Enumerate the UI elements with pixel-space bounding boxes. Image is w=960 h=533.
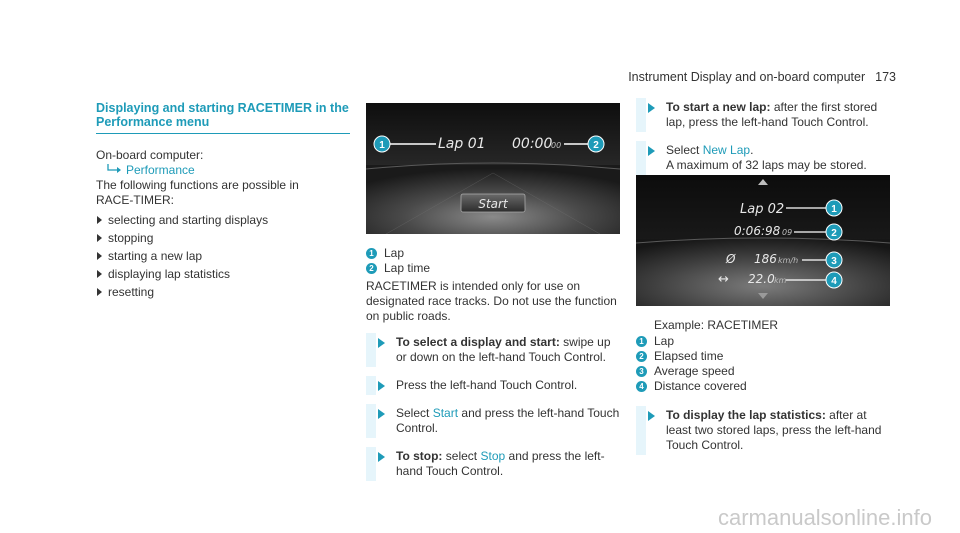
distance-icon: ↔ <box>718 272 729 287</box>
callout-badge: 3 <box>636 366 647 377</box>
step-arrow-icon <box>378 452 385 462</box>
caption-elapsed-time: 2 Elapsed time <box>636 349 892 364</box>
step-select-display: To select a display and start: swipe up or down on the left-hand Touch Control. <box>366 333 622 367</box>
caption-lap-time: 2 Lap time <box>366 261 622 276</box>
racetimer-display-image <box>366 103 620 234</box>
content-column-2 <box>366 246 622 481</box>
svg-text:2: 2 <box>831 228 837 239</box>
step-arrow-icon <box>648 146 655 156</box>
list-item: selecting and starting displays <box>96 211 350 229</box>
caption-distance-covered: 4 Distance covered <box>636 379 892 394</box>
caption-lap: 1 Lap <box>636 334 892 349</box>
header-title: Instrument Display and on-board computer <box>628 70 866 84</box>
step-arrow-icon <box>648 103 655 113</box>
functions-list <box>96 211 350 301</box>
callout-1 <box>826 200 842 216</box>
average-speed-value: 186 <box>754 252 777 266</box>
callout-badge: 2 <box>636 351 647 362</box>
watermark: carmanualsonline.info <box>717 505 932 530</box>
step-arrow-icon <box>378 381 385 391</box>
section-rule <box>96 133 350 134</box>
caption-average-speed: 3 Average speed <box>636 364 892 379</box>
lap-label: Lap 01 <box>438 136 486 152</box>
lap-statistics-drawing <box>636 175 890 306</box>
step-press: Press the left-hand Touch Control. <box>366 376 622 395</box>
svg-text:2: 2 <box>593 140 599 151</box>
page-number: 173 <box>875 70 896 84</box>
step-arrow-icon <box>648 411 655 421</box>
svg-text:1: 1 <box>379 140 385 151</box>
step-new-lap: To start a new lap: after the first stored lap, press the left-hand Touch Control. <box>636 98 892 132</box>
step-select-start: Select Start and press the left-hand Touch Control. <box>366 404 622 438</box>
average-speed-icon: Ø <box>726 252 736 266</box>
callout-badge: 2 <box>366 263 377 274</box>
menu-path <box>96 163 350 178</box>
list-item: stopping <box>96 229 350 247</box>
section-column <box>96 101 350 301</box>
lap-time: 00:00 <box>512 136 553 152</box>
lap-label: Lap 02 <box>740 202 785 217</box>
figure-example-caption: Example: RACETIMER <box>654 318 779 332</box>
callout-2 <box>826 224 842 240</box>
content-column-3-bottom <box>636 318 892 455</box>
page-header <box>628 70 896 84</box>
callout-2 <box>588 136 604 152</box>
list-item: starting a new lap <box>96 247 350 265</box>
racetimer-display-drawing <box>366 103 620 234</box>
menu-item-start: Start <box>432 406 459 420</box>
callout-4 <box>826 272 842 288</box>
step-select-new-lap: Select New Lap. A maximum of 32 laps may be stored. <box>636 141 892 175</box>
submenu-arrow-icon <box>106 163 124 176</box>
elapsed-time-hundredths: 09 <box>782 228 793 237</box>
usage-note: RACETIMER is intended only for use on designated race tracks. Do not use the function on public roads. <box>366 279 617 323</box>
functions-description: The following functions are possible in RACE-TIMER: <box>96 178 299 207</box>
content-column-3-top <box>636 98 892 175</box>
svg-text:4: 4 <box>831 276 837 287</box>
step-stop: To stop: select Stop and press the left-hand Touch Control. <box>366 447 622 481</box>
callout-badge: 1 <box>636 336 647 347</box>
svg-text:3: 3 <box>831 256 837 267</box>
step-arrow-icon <box>378 409 385 419</box>
callout-1 <box>374 136 390 152</box>
menu-item-new-lap: New Lap <box>702 143 751 157</box>
callout-badge: 1 <box>366 248 377 259</box>
list-item: displaying lap statistics <box>96 265 350 283</box>
start-label: Start <box>478 197 508 211</box>
callout-badge: 4 <box>636 381 647 392</box>
distance-unit: km <box>774 276 787 285</box>
svg-text:1: 1 <box>831 204 837 215</box>
menu-item-stop: Stop <box>480 449 506 463</box>
step-arrow-icon <box>378 338 385 348</box>
lap-time-hundredths: 00 <box>551 141 562 150</box>
lap-statistics-display-image <box>636 175 890 306</box>
section-title: Displaying and starting RACETIMER in the Performance menu <box>96 101 349 129</box>
list-item: resetting <box>96 283 350 301</box>
intro-text: On-board computer: <box>96 148 204 162</box>
distance-value: 22.0 <box>748 272 775 286</box>
average-speed-unit: km/h <box>778 256 799 265</box>
menu-performance: Performance <box>126 163 195 177</box>
step-display-statistics: To display the lap statistics: after at least two stored laps, press the left-hand Touch Control. <box>636 406 892 455</box>
elapsed-time: 0:06:98 <box>734 224 781 238</box>
caption-lap: 1 Lap <box>366 246 622 261</box>
callout-3 <box>826 252 842 268</box>
